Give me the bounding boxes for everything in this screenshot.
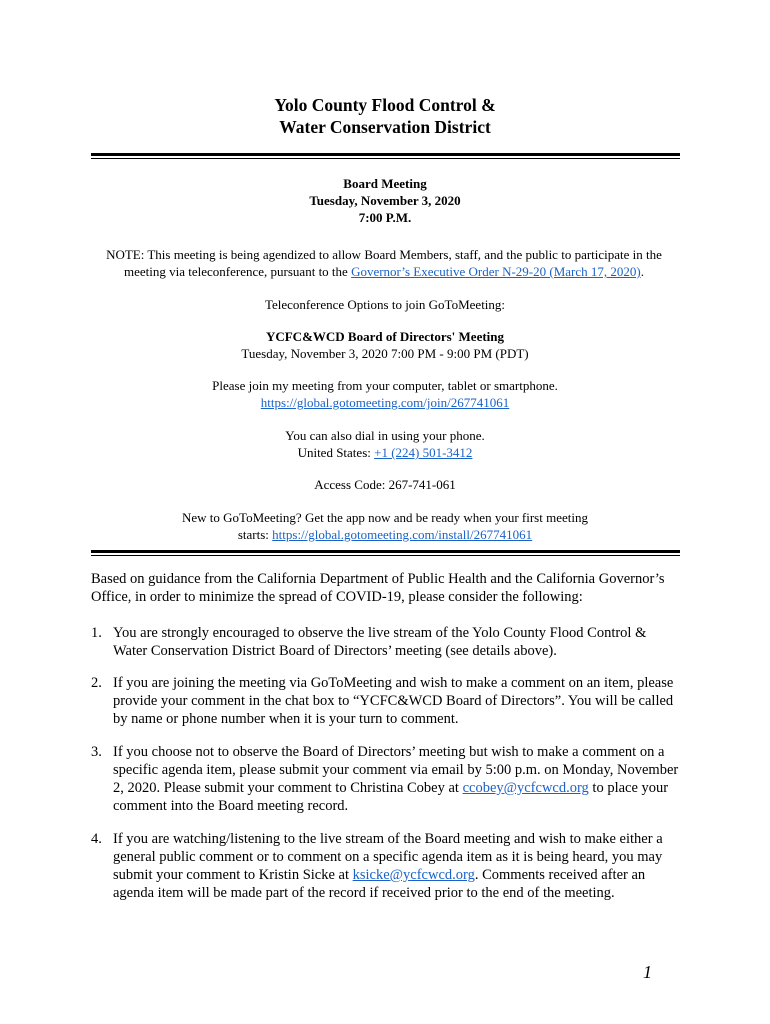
teleconference-note: [94, 246, 674, 280]
new-to-gotomeeting-text: New to GoToMeeting? Get the app now and be ready when your first meeting: [182, 510, 588, 525]
starts-prefix: starts:: [237, 527, 273, 542]
meeting-title: Board Meeting: [343, 176, 427, 191]
org-name-line-2: Water Conservation District: [279, 117, 491, 137]
executive-order-link[interactable]: Governor’s Executive Order N-29-20 (March 17, 2020): [351, 264, 641, 279]
item-text: [113, 743, 683, 815]
gotomeeting-time: Tuesday, November 3, 2020 7:00 PM - 9:00 PM (PDT): [241, 346, 529, 361]
guidance-item-4: [91, 830, 683, 902]
dial-text: You can also dial in using your phone.: [285, 428, 485, 443]
section-divider: [91, 550, 680, 556]
join-info: [0, 377, 770, 411]
meeting-date: Tuesday, November 3, 2020: [309, 193, 461, 208]
install-info: [0, 509, 770, 543]
meeting-time: 7:00 P.M.: [358, 210, 412, 225]
item-text-before: If you are watching/listening to the live stream of the Board meeting and wish to make either a general public comment or to comment on a specific agenda item as it is being heard, you may submit your comment to Kristin Sicke at: [113, 831, 663, 883]
ccobey-email-link[interactable]: ccobey@ycfcwcd.org: [462, 780, 589, 796]
phone-prefix: United States:: [297, 445, 375, 460]
item-text-after: . Comments received after an agenda item will be made part of the record if received prior to the end of the meeting.: [113, 867, 646, 901]
guidance-item-2: [91, 674, 683, 728]
join-text: Please join my meeting from your computer, tablet or smartphone.: [212, 378, 558, 393]
gotomeeting-name: YCFC&WCD Board of Directors' Meeting: [265, 329, 505, 344]
teleconference-intro: Teleconference Options to join GoToMeeting:: [264, 297, 506, 312]
org-name-line-1: Yolo County Flood Control &: [274, 95, 496, 115]
install-link[interactable]: https://global.gotomeeting.com/install/267741061: [272, 527, 533, 542]
dial-in-info: [0, 427, 770, 461]
item-number: 3.: [91, 744, 102, 760]
item-text: [113, 830, 683, 902]
meeting-header: [0, 175, 770, 226]
item-number: 4.: [91, 831, 102, 847]
page-number: 1: [643, 962, 652, 982]
organization-title: [0, 94, 770, 138]
item-text-after: to place your comment into the Board meeting record.: [113, 780, 669, 814]
header-divider: [91, 153, 680, 159]
ksicke-email-link[interactable]: ksicke@ycfcwcd.org: [352, 867, 475, 883]
phone-link[interactable]: +1 (224) 501-3412: [374, 445, 473, 460]
note-text: NOTE: This meeting is being agendized to allow Board Members, staff, and the public to participate in the meeting via teleconference, pursuant to the: [106, 247, 662, 279]
guidance-item-1: [91, 624, 683, 660]
note-end: .: [640, 264, 644, 279]
item-number: 1.: [91, 625, 102, 641]
item-text: If you are joining the meeting via GoToMeeting and wish to make a comment on an item, please provide your comment in the chat box to “YCFC&WCD Board of Directors”. You will be called by name or phone number when it is your turn to comment.: [113, 675, 674, 727]
guidance-item-3: [91, 743, 683, 815]
item-number: 2.: [91, 675, 102, 691]
access-code: Access Code: 267-741-061: [314, 477, 456, 492]
item-text: You are strongly encouraged to observe the live stream of the Yolo County Flood Control & Water Conservation District Board of Directors’ meeting (see details above).: [113, 625, 647, 659]
meeting-details: [0, 328, 770, 362]
item-text-before: If you choose not to observe the Board of Directors’ meeting but wish to make a comment on a specific agenda item, please submit your comment via email by 5:00 p.m. on Monday, November 2, 2020. Please submit your comment to Christina Cobey at: [113, 744, 679, 796]
guidance-intro: Based on guidance from the California Department of Public Health and the California Governor’s Office, in order to minimize the spread of COVID-19, please consider the following:: [91, 571, 665, 605]
join-link[interactable]: https://global.gotomeeting.com/join/267741061: [260, 395, 510, 410]
